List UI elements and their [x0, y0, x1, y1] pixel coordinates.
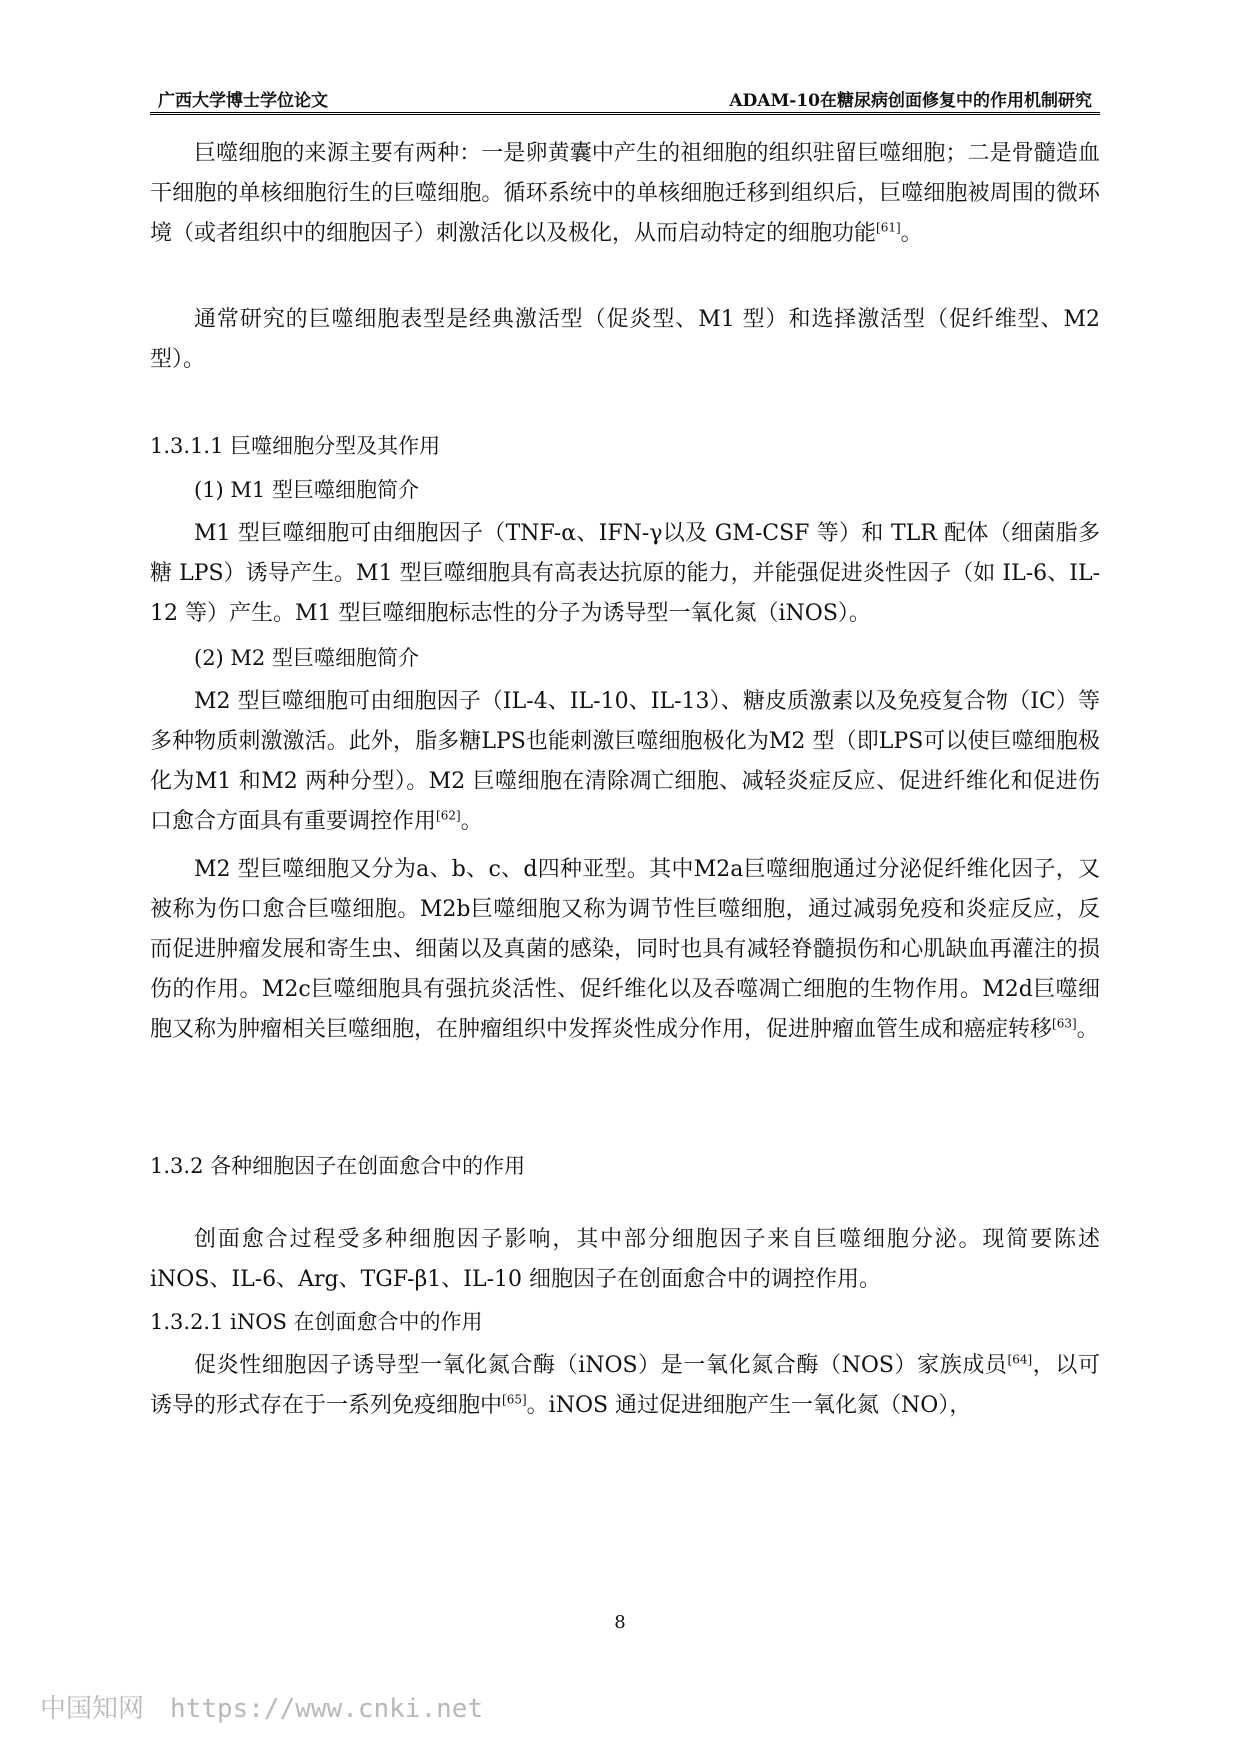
citation: [61]	[876, 220, 901, 235]
citation: [62]	[436, 808, 461, 823]
section-heading-1-3-1-1: 1.3.1.1 巨噬细胞分型及其作用	[150, 434, 441, 458]
header-university-title: 广西大学博士学位论文	[158, 91, 328, 111]
paragraph-inos: 促炎性细胞因子诱导型一氧化氮合酶（iNOS）是一氧化氮合酶（NOS）家族成员[64]，以可诱导的形式存在于一系列免疫细胞中[65]。iNOS 通过促进细胞产生一氧化氮（NO），	[150, 1352, 1100, 1418]
paragraph-m2-subtypes: M2 型巨噬细胞又分为a、b、c、d四种亚型。其中M2a巨噬细胞通过分泌促纤维化因子，又被称为伤口愈合巨噬细胞。M2b巨噬细胞又称为调节性巨噬细胞，通过减弱免疫和炎症反应，反而促进肿瘤发展和寄生虫、细菌以及真菌的感染，同时也具有减轻脊髓损伤和心肌缺血再灌注的损伤的作用。M2c巨噬细胞具有强抗炎活性、促纤维化以及吞噬凋亡细胞的生物作用。M2d巨噬细胞又称为肿瘤相关巨噬细胞，在肿瘤组织中发挥炎性成分作用，促进肿瘤血管生成和癌症转移[63]。	[150, 857, 1100, 1042]
section-heading-1-3-2-1: 1.3.2.1 iNOS 在创面愈合中的作用	[150, 1310, 483, 1334]
section-heading-1-3-2: 1.3.2 各种细胞因子在创面愈合中的作用	[150, 1154, 526, 1178]
paragraph-m1: M1 型巨噬细胞可由细胞因子（TNF-α、IFN-γ以及 GM-CSF 等）和 TLR 配体（细菌脂多糖 LPS）诱导产生。M1 型巨噬细胞具有高表达抗原的能力，并能强促进炎性因子（如 IL-6、IL-12 等）产生。M1 型巨噬细胞标志性的分子为诱导型一氧化氮（iNOS）。	[150, 521, 1100, 626]
citation: [63]	[1052, 1016, 1077, 1031]
paragraph-phenotypes: 通常研究的巨噬细胞表型是经典激活型（促炎型、M1 型）和选择激活型（促纤维型、M2 型）。	[150, 307, 1100, 372]
subheading-m1: (1) M1 型巨噬细胞简介	[194, 478, 419, 502]
citation: [65]	[502, 1392, 527, 1407]
paragraph-macrophage-origin: 巨噬细胞的来源主要有两种：一是卵黄囊中产生的祖细胞的组织驻留巨噬细胞；二是骨髓造血干细胞的单核细胞衍生的巨噬细胞。循环系统中的单核细胞迁移到组织后，巨噬细胞被周围的微环境（或者组织中的细胞因子）刺激活化以及极化，从而启动特定的细胞功能[61]。	[150, 141, 1100, 246]
subheading-m2: (2) M2 型巨噬细胞简介	[194, 646, 419, 670]
citation: [64]	[1007, 1352, 1033, 1367]
watermark-cn-text: 中国知网	[40, 1694, 145, 1724]
paragraph-cytokines-intro: 创面愈合过程受多种细胞因子影响，其中部分细胞因子来自巨噬细胞分泌。现简要陈述 iNOS、IL-6、Arg、TGF-β1、IL-10 细胞因子在创面愈合中的调控作用。	[150, 1227, 1100, 1292]
header-thesis-title: ADAM-10在糖尿病创面修复中的作用机制研究	[729, 91, 1092, 111]
watermark-url: https://www.cnki.net	[170, 1694, 484, 1724]
cnki-watermark	[40, 1688, 483, 1725]
page-number: 8	[614, 1612, 626, 1633]
page-header	[150, 78, 1100, 115]
paragraph-m2: M2 型巨噬细胞可由细胞因子（IL-4、IL-10、IL-13）、糖皮质激素以及免疫复合物（IC）等多种物质刺激激活。此外，脂多糖LPS也能刺激巨噬细胞极化为M2 型（即LPS可以使巨噬细胞极化为M1 和M2 两种分型）。M2 巨噬细胞在清除凋亡细胞、减轻炎症反应、促进纤维化和促进伤口愈合方面具有重要调控作用[62]。	[150, 689, 1100, 834]
